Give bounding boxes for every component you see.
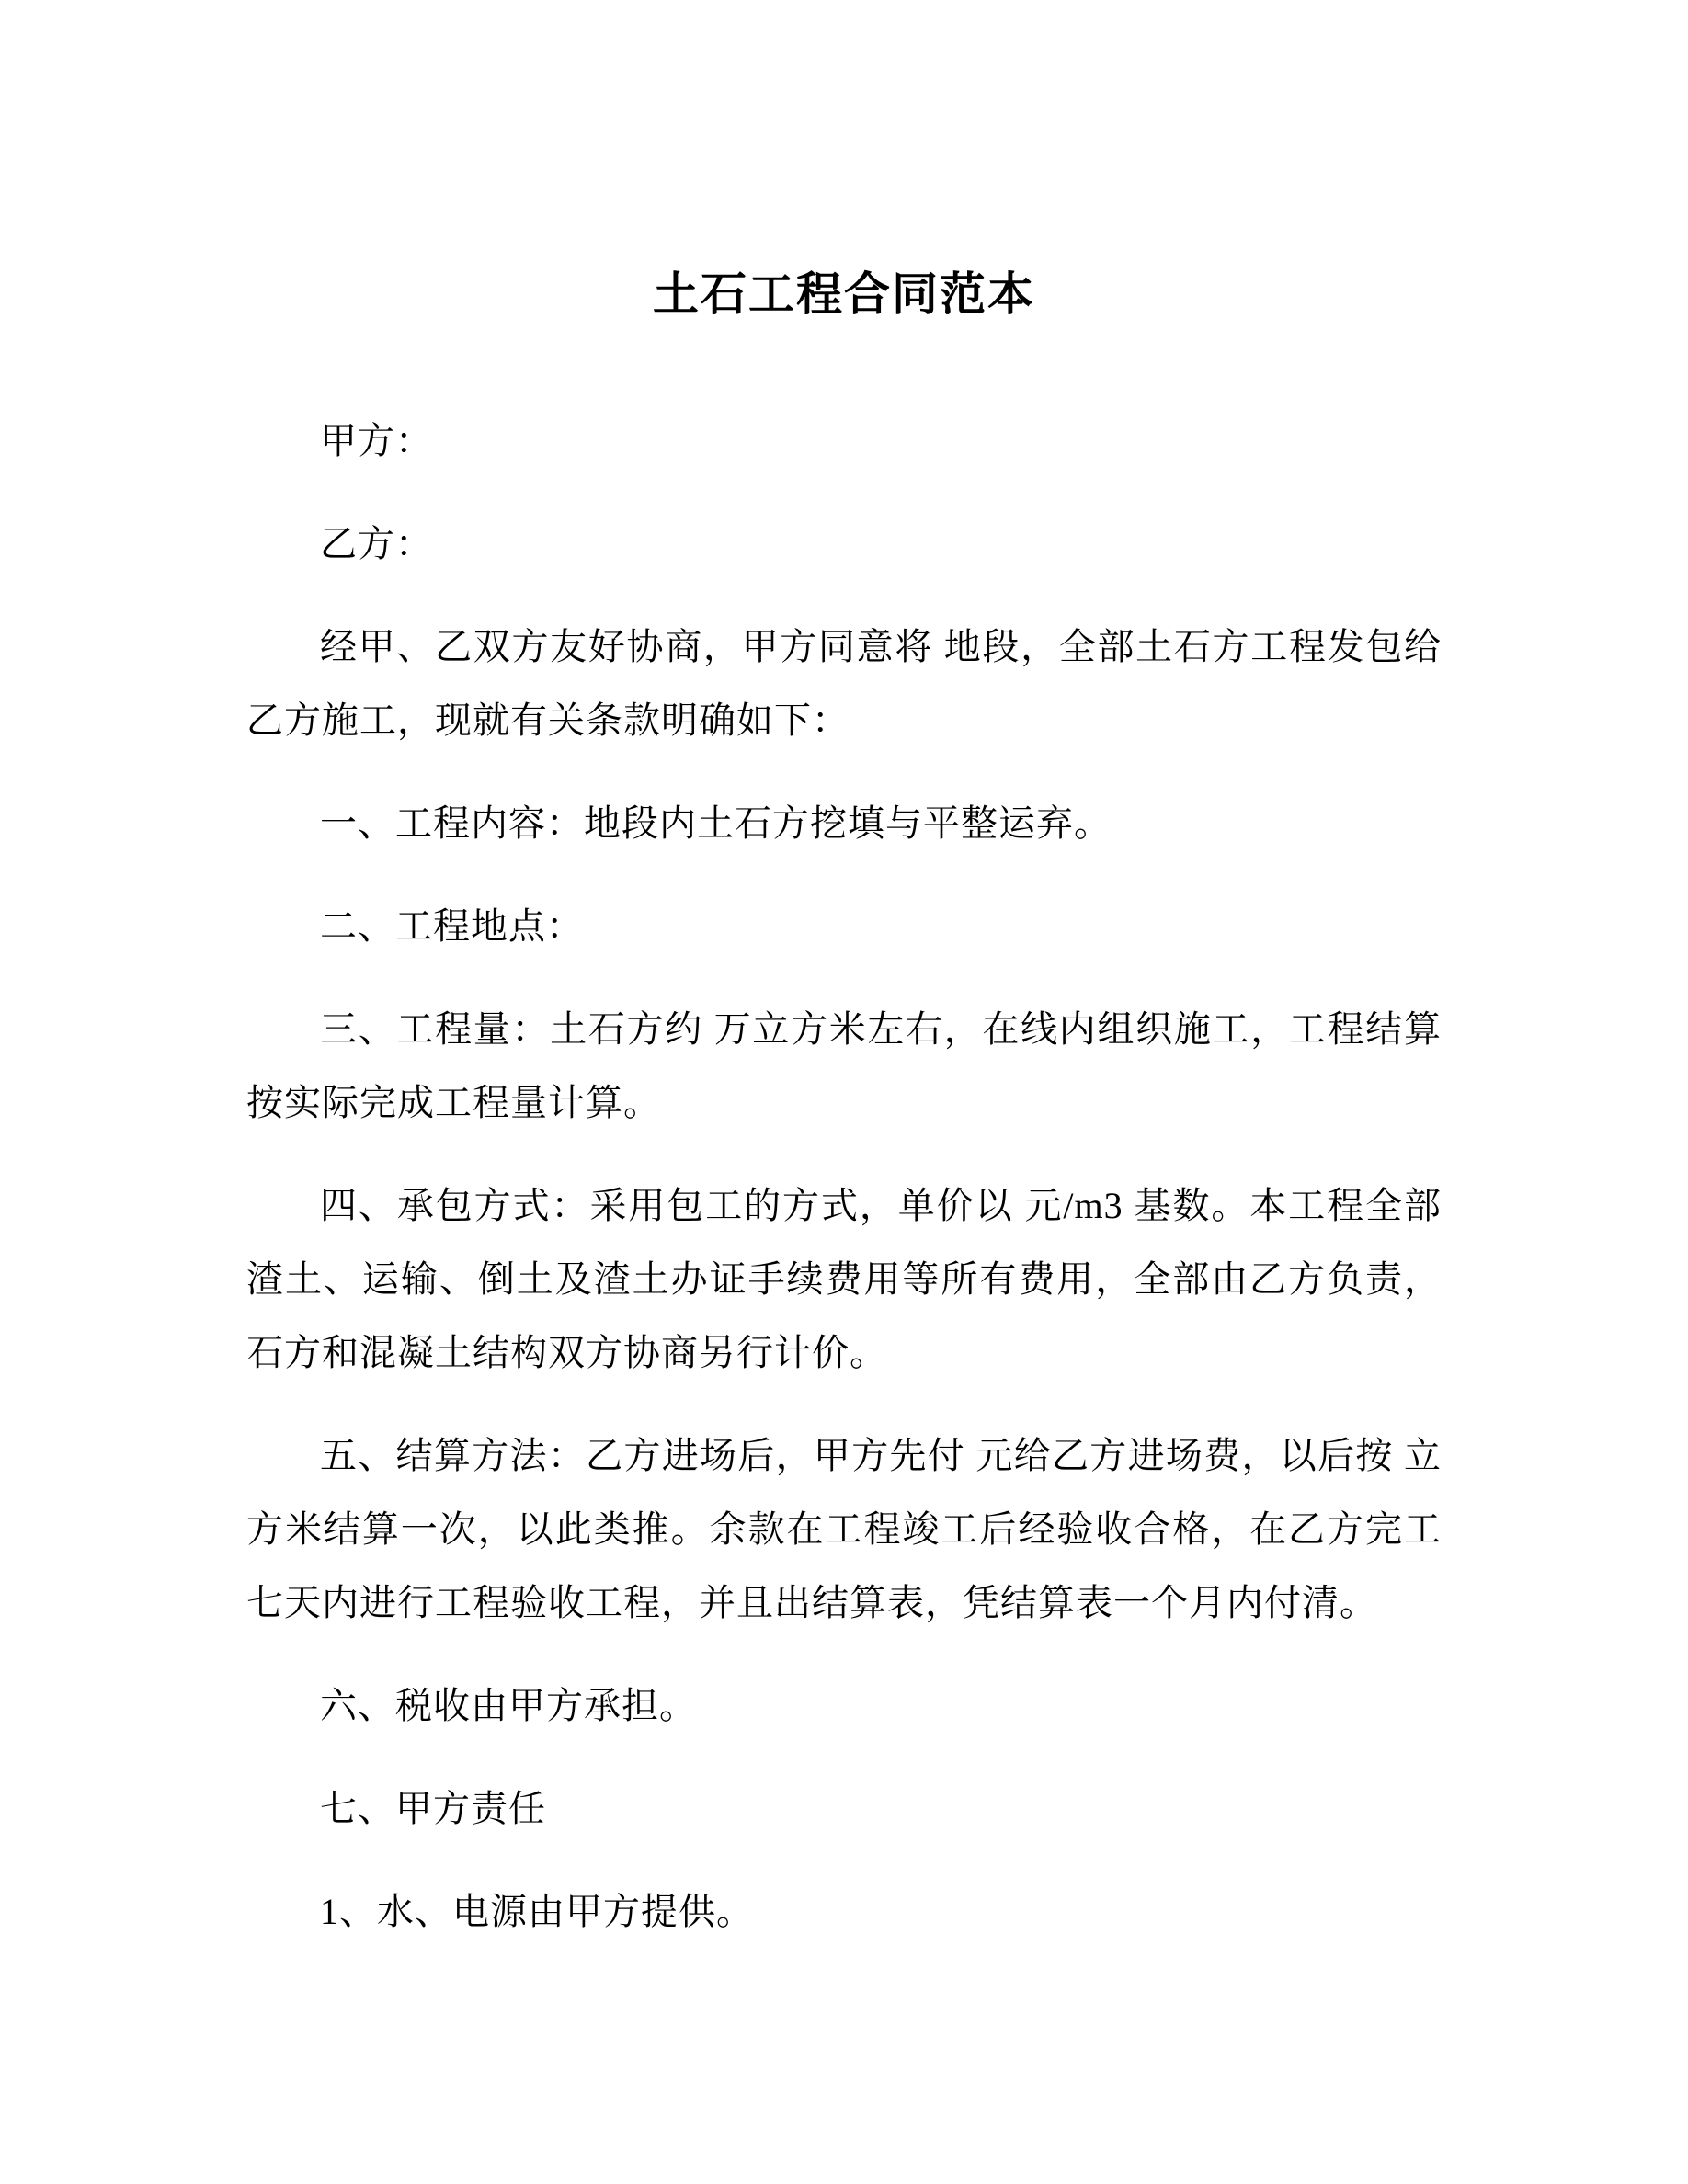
paragraph-clause-5: 五、结算方法：乙方进场后，甲方先付 元给乙方进场费，以后按 立方米结算一次，以此类推。余款在工程竣工后经验收合格，在乙方完工七天内进行工程验收工程，并且出结算表，凭结算表一个月内付清。 xyxy=(246,1435,1442,1623)
paragraph-clause-7-item-1: 1、水、电源由甲方提供。 xyxy=(320,1891,754,1932)
paragraph-clause-2: 二、工程地点： xyxy=(320,905,584,947)
paragraph-clause-3: 三、工程量：土石方约 万立方米左右，在线内组织施工，工程结算按实际完成工程量计算。 xyxy=(246,1008,1442,1123)
paragraph-clause-6: 六、税收由甲方承担。 xyxy=(320,1685,697,1726)
document-title: 土石工程合同范本 xyxy=(653,268,1035,320)
paragraph-party-a: 甲方： xyxy=(320,420,433,461)
paragraph-clause-1: 一、工程内容：地段内土石方挖填与平整运弃。 xyxy=(320,802,1112,844)
paragraph-party-b: 乙方： xyxy=(320,523,433,564)
document-body xyxy=(246,404,1442,1949)
paragraph-clause-7: 七、甲方责任 xyxy=(320,1788,546,1829)
paragraph-preamble: 经甲、乙双方友好协商，甲方同意将 地段，全部土石方工程发包给乙方施工，现就有关条款明确如下： xyxy=(246,626,1442,741)
paragraph-clause-4: 四、承包方式：采用包工的方式，单价以 元/m3 基数。本工程全部渣土、运输、倒土及渣土办证手续费用等所有费用，全部由乙方负责，石方和混凝土结构双方协商另行计价。 xyxy=(246,1185,1442,1373)
